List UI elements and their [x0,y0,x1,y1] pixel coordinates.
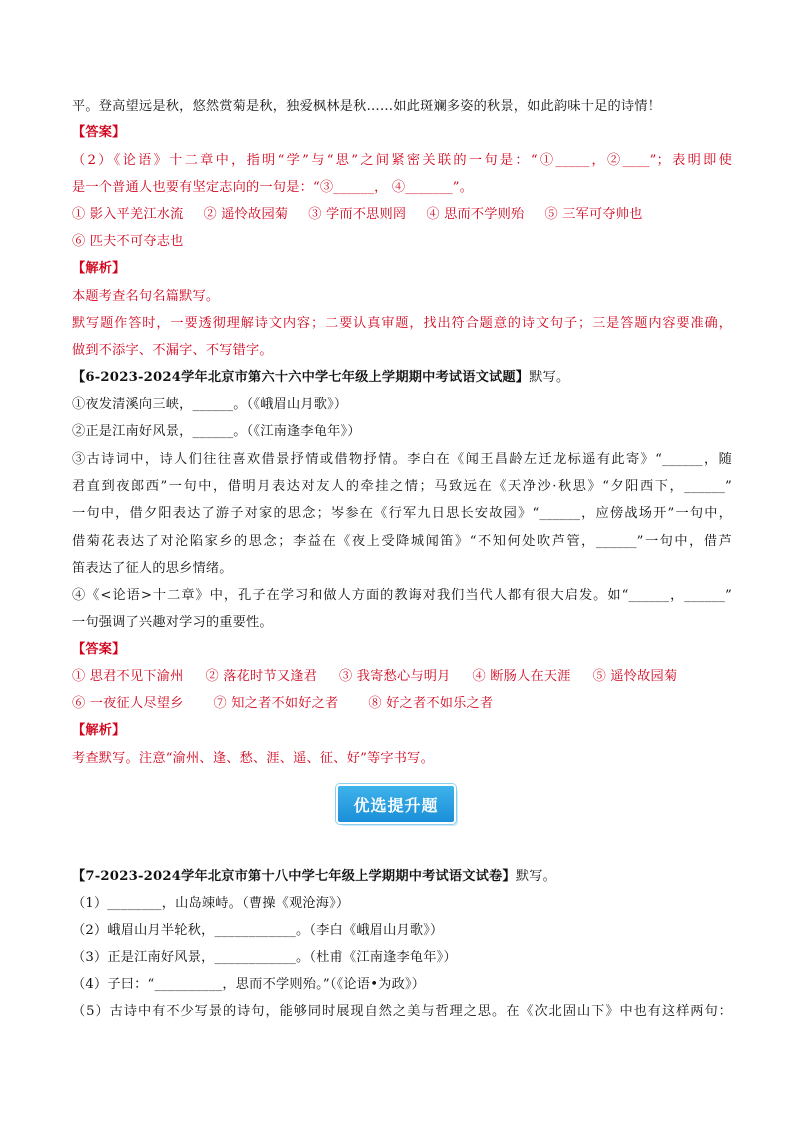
question-6-line: ④《<论语>十二章》中，孔子在学习和做人方面的教诲对我们当代人都有很大启发。如“______，______” [72,588,732,603]
question-6-line: ②正是江南好风景，______。（《江南逢李龟年》） [72,424,361,439]
analysis-line: 本题考查名句名篇默写。 [72,289,220,304]
question-7-instruction: 默写。 [515,869,556,884]
answer-item: ② 落花时节又逢君 [205,669,317,684]
question-6-title: 【6-2023-2024学年北京市第六十六中学七年级上学期期中考试语文试题】 [72,370,530,385]
analysis-line: 默写题作答时，一要透彻理解诗文内容；二要认真审题，找出符合题意的诗文句子；三是答题内容要准确， [72,316,732,331]
analysis-line: 考查默写。注意“渝州、逢、愁、涯、遥、征、好”等字书写。 [72,751,434,766]
answer-item: ① 思君不见下渝州 [72,669,184,684]
answer-row [72,668,732,686]
question-6-line: 君直到夜郎西”一句中，借明月表达对友人的牵挂之情；马致远在《天净沙·秋思》“夕阳西下，______” [72,479,732,494]
answer-tag: 【答案】 [72,642,126,657]
answer-item: ⑥ 一夜征人尽望乡 [72,696,184,711]
section-badge [336,784,460,828]
question-6-line: ①夜发清溪向三峡，______。（《峨眉山月歌》） [72,397,348,412]
answer-item: ③ 学而不思则罔 [308,207,407,222]
intro-text-line: 平。登高望远是秋，悠然赏菊是秋，独爱枫林是秋……如此斑斓多姿的秋景，如此韵味十足的诗情！ [72,99,662,114]
question-6-line: 一句强调了兴趣对学习的重要性。 [72,615,273,630]
question-7-title: 【7-2023-2024学年北京市第十八中学七年级上学期期中考试语文试卷】 [72,869,516,884]
analysis-tag: 【解析】 [72,261,126,276]
question-2-line: （2）《论语》十二章中，指明“学”与“思”之间紧密关联的一句是：“①_____，②____”；表明即使 [72,153,732,168]
answer-item: ③ 我寄愁心与明月 [339,669,451,684]
question-6-line: 笛表达了征人的思乡情绪。 [72,561,233,576]
question-2-line: 是一个普通人也要有坚定志向的一句是：“③______， ④_______”。 [72,180,474,195]
answer-item: ② 遥怜故园菊 [203,207,289,222]
question-7-line: （3）正是江南好风景，____________。（杜甫《江南逢李龟年》） [72,950,457,965]
question-6-instruction: 默写。 [529,370,570,385]
question-6-line: 借菊花表达了对沦陷家乡的思念；李益在《夜上受降城闻笛》“不知何处吹芦管，______”一句中，借芦 [72,534,732,549]
question-6-header [72,369,732,387]
answer-item: ⑧ 好之者不如乐之者 [368,696,494,711]
analysis-tag: 【解析】 [72,723,126,738]
question-7-line: （5）古诗中有不少写景的诗句，能够同时展现自然之美与哲理之思。在《次北固山下》中也有这样两句： [72,1004,732,1019]
answer-tag: 【答案】 [72,125,126,140]
question-7-line: （1）________，山岛竦峙。（曹操《观沧海》） [72,896,350,911]
answer-row [72,695,732,713]
answer-item: ① 影入平羌江水流 [72,207,184,222]
badge-label: 优选提升题 [353,795,439,815]
answer-item: ④ 思而不学则殆 [426,207,525,222]
question-7-line: （4）子曰：“__________，思而不学则殆。”（《论语•为政》） [72,977,426,992]
question-6-line: ③古诗词中，诗人们往往喜欢借景抒情或借物抒情。李白在《闻王昌龄左迁龙标遥有此寄》“______，随 [72,452,732,467]
answer-row [72,206,732,224]
badge-box [336,784,456,824]
answer-item: ⑤ 三军可夺帅也 [544,207,643,222]
analysis-line: 做到不添字、不漏字、不写错字。 [72,343,273,358]
question-7-line: （2）峨眉山月半轮秋，____________。（李白《峨眉山月歌》） [72,923,444,938]
answer-item: ⑥ 匹夫不可夺志也 [72,234,184,249]
answer-item: ⑤ 遥怜故园菊 [592,669,678,684]
question-7-header [72,868,732,886]
question-6-line: 一句中，借夕阳表达了游子对家的思念；岑参在《行军九日思长安故园》“______，应傍战场开”一句中， [72,506,732,521]
answer-item: ⑦ 知之者不如好之者 [213,696,339,711]
answer-item: ④ 断肠人在天涯 [472,669,571,684]
